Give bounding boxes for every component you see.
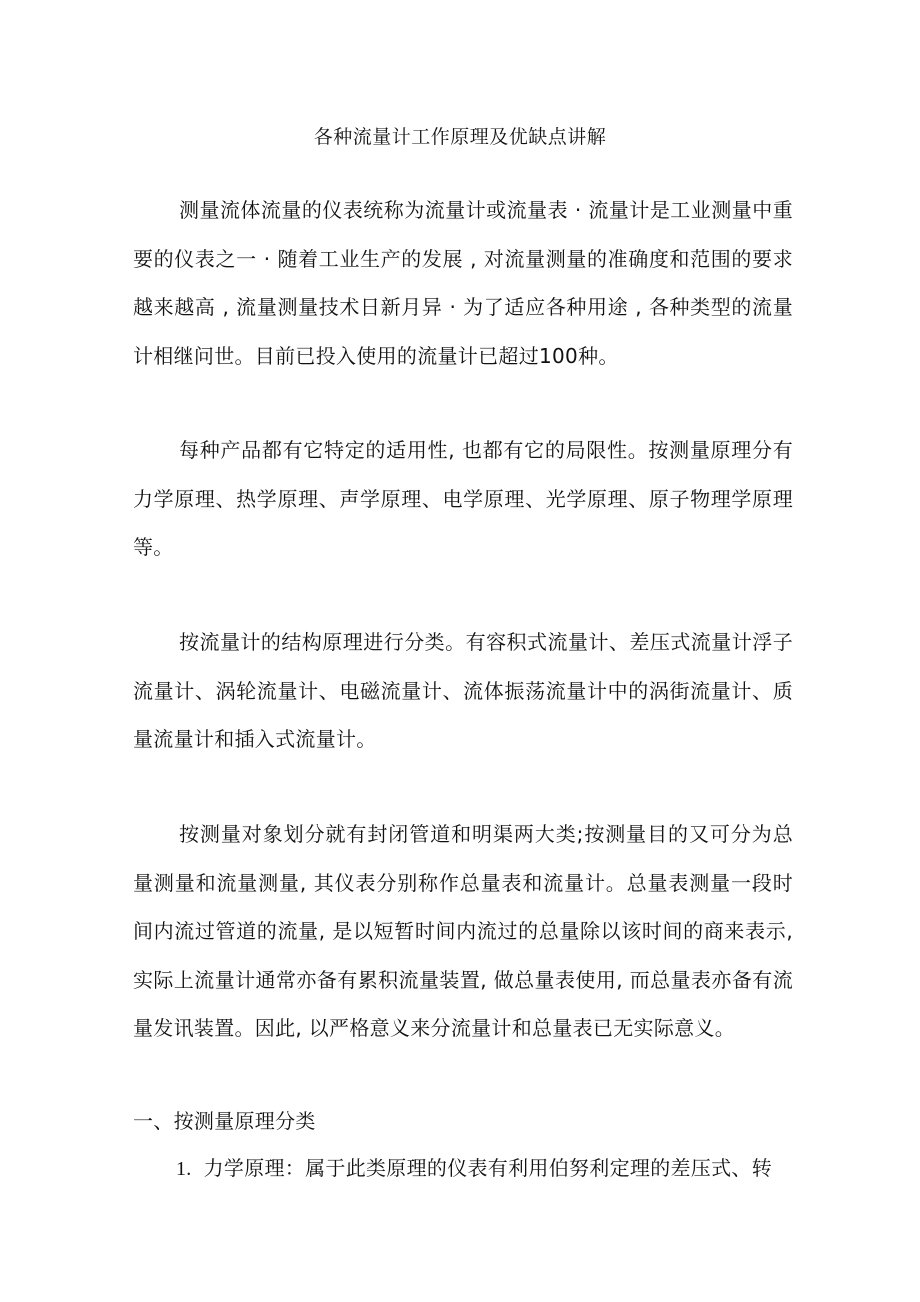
- list-item: [176, 1153, 796, 1184]
- paragraph-structure: 按流量计的结构原理进行分类。有容积式流量计、差压式流量计浮子流量计、涡轮流量计、电磁流量计、流体振荡流量计中的涡街流量计、质量流量计和插入式流量计。: [133, 630, 793, 751]
- paragraph-intro: 测量流体流量的仪表统称为流量计或流量表 · 流量计是工业测量中重要的仪表之一 · 随着工业生产的发展 , 对流量测量的准确度和范围的要求越来越高 , 流量测量技术日新月异 · 为了适应各种用途 , 各种类型的流量计相继问世。目前已投入使用的流量计已超过100种。: [133, 198, 793, 368]
- list-item-text: 力学原理：属于此类原理的仪表有利用伯努利定理的差压式、转: [203, 1156, 773, 1180]
- list-item-number: 1.: [176, 1158, 192, 1180]
- document-title: 各种流量计工作原理及优缺点讲解: [313, 126, 607, 148]
- paragraph-principles: 每种产品都有它特定的适用性, 也都有它的局限性。按测量原理分有力学原理、热学原理、声学原理、电学原理、光学原理、原子物理学原理等。: [133, 438, 793, 559]
- section-heading: 一、按测量原理分类: [133, 1109, 316, 1133]
- paragraph-measurement-object: 按测量对象划分就有封闭管道和明渠两大类;按测量目的又可分为总量测量和流量测量, 其仪表分别称作总量表和流量计。总量表测量一段时间内流过管道的流量, 是以短暂时间内流过的总量除以该时间的商来表示, 实际上流量计通常亦备有累积流量装置, 做总量表使用, 而总量表亦备有流量发讯装置。因此, 以严格意义来分流量计和总量表已无实际意义。: [133, 822, 793, 1040]
